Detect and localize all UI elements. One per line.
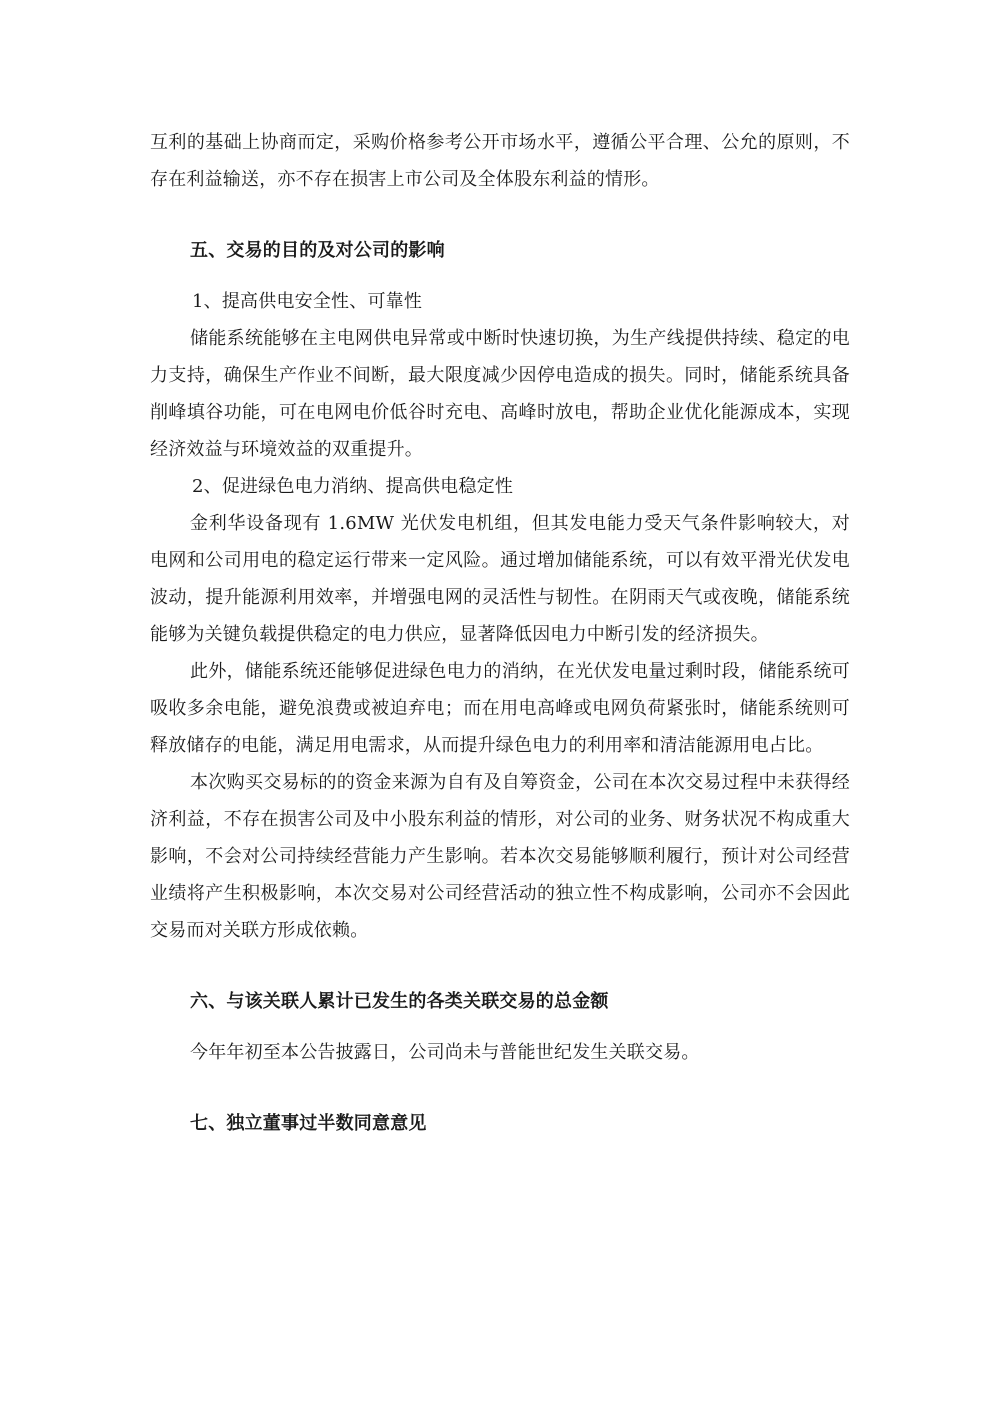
section-heading-6: 六、与该关联人累计已发生的各类关联交易的总金额 — [190, 991, 609, 1012]
subsection-1-paragraph: 储能系统能够在主电网供电异常或中断时快速切换，为生产线提供持续、稳定的电力支持，确保生产作业不间断，最大限度减少因停电造成的损失。同时，储能系统具备削峰填谷功能，可在电网电价低谷时充电、高峰时放电，帮助企业优化能源成本，实现经济效益与环境效益的双重提升。 — [150, 328, 850, 460]
subsection-2-paragraph-3: 本次购买交易标的的资金来源为自有及自筹资金，公司在本次交易过程中未获得经济利益，不存在损害公司及中小股东利益的情形，对公司的业务、财务状况不构成重大影响，不会对公司持续经营能力产生影响。若本次交易能够顺利履行，预计对公司经营业绩将产生积极影响，本次交易对公司经营活动的独立性不构成影响，公司亦不会因此交易而对关联方形成依赖。 — [150, 772, 850, 941]
section-heading-7: 七、独立董事过半数同意意见 — [190, 1113, 427, 1134]
subsection-2-paragraph-1: 金利华设备现有 1.6MW 光伏发电机组，但其发电能力受天气条件影响较大，对电网和公司用电的稳定运行带来一定风险。通过增加储能系统，可以有效平滑光伏发电波动，提升能源利用效率，并增强电网的灵活性与韧性。在阴雨天气或夜晚，储能系统能够为关键负载提供稳定的电力供应，显著降低因电力中断引发的经济损失。 — [150, 513, 850, 645]
subsection-heading-2: 2、促进绿色电力消纳、提高供电稳定性 — [192, 476, 514, 497]
intro-paragraph: 互利的基础上协商而定，采购价格参考公开市场水平，遵循公平合理、公允的原则，不存在利益输送，亦不存在损害上市公司及全体股东利益的情形。 — [150, 132, 850, 190]
section-6-paragraph: 今年年初至本公告披露日，公司尚未与普能世纪发生关联交易。 — [190, 1042, 700, 1063]
document-body — [150, 124, 850, 1142]
subsection-2-paragraph-2: 此外，储能系统还能够促进绿色电力的消纳，在光伏发电量过剩时段，储能系统可吸收多余电能，避免浪费或被迫弃电；而在用电高峰或电网负荷紧张时，储能系统则可释放储存的电能，满足用电需求，从而提升绿色电力的利用率和清洁能源用电占比。 — [150, 661, 850, 756]
subsection-heading-1: 1、提高供电安全性、可靠性 — [192, 291, 423, 312]
section-heading-5: 五、交易的目的及对公司的影响 — [190, 240, 445, 261]
